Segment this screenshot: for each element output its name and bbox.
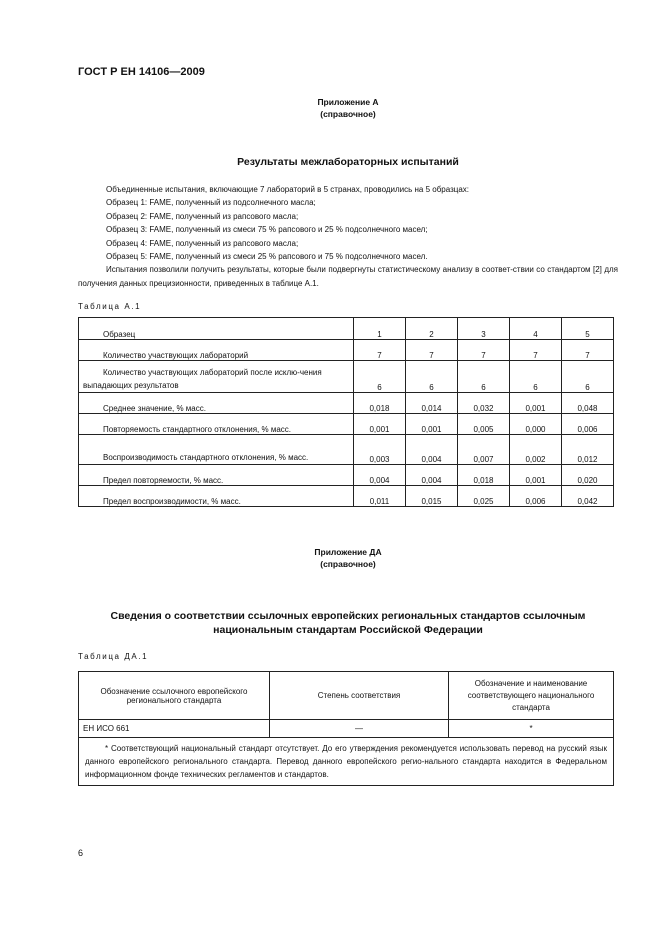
table-a1-caption: Таблица А.1 [78,302,142,311]
annex-da-heading-line2: национальным стандартам Российской Федерации [213,624,483,636]
row-label: Предел воспроизводимости, % масс. [79,486,354,507]
cell: 0,048 [562,393,614,414]
header-cell: Обозначение ссылочного европейского регионального стандарта [79,672,270,720]
cell: 7 [510,340,562,361]
annex-a-title: Приложение А [317,97,379,107]
footnote: * Соответствующий национальный стандарт отсутствует. До его утверждения рекомендуется использовать перевод на русский язык данного европейского регионального стандарта. Перевод данного европейского регио-нального стандарта находится в Федеральном информационном фонде технических регламентов и стандартов. [79,738,614,786]
cell: 7 [406,340,458,361]
annex-da-title-block [78,546,618,570]
header-cell: 1 [354,318,406,340]
cell: 0,014 [406,393,458,414]
cell: 0,006 [510,486,562,507]
table-da1-caption: Таблица ДА.1 [78,652,149,661]
cell: 0,004 [406,435,458,465]
annex-a-subtitle: (справочное) [320,109,376,119]
annex-a-title-block [78,96,618,120]
cell: 0,001 [510,465,562,486]
annex-a-body [78,183,618,290]
row-label: Воспроизводимость стандартного отклонения, % масс. [79,435,354,465]
paragraph: Образец 1: FAME, полученный из подсолнечного масла; [106,198,316,208]
header-cell: 2 [406,318,458,340]
table-row [79,720,614,738]
annex-a-heading: Результаты межлабораторных испытаний [237,156,459,168]
annex-da-title: Приложение ДА [314,547,382,557]
row-label: Повторяемость стандартного отклонения, % масс. [79,414,354,435]
header-cell: Обозначение и наименование соответствующего национального стандарта [449,672,614,720]
paragraph: Образец 4: FAME, полученный из рапсового масла; [106,238,299,248]
cell: 0,025 [458,486,510,507]
cell: 0,004 [406,465,458,486]
cell: 6 [562,361,614,393]
annex-da-heading [78,609,618,637]
annex-da-heading-line1: Сведения о соответствии ссылочных европейских региональных стандартов ссылочным [110,610,586,622]
paragraph: Испытания позволили получить результаты, которые были подвергнуты статистическому анализу в соответ-ствии со стандартом [2] для получения данных прецизионности, приведенных в таблице А.1. [78,265,618,288]
table-row [79,465,614,486]
row-label: Предел повторяемости, % масс. [79,465,354,486]
paragraph: Образец 5: FAME, полученный из смеси 25 % рапсового и 75 % подсолнечного масел. [106,252,428,262]
table-row [79,414,614,435]
header-cell: Образец [79,318,354,340]
cell: 6 [406,361,458,393]
standard-code: ГОСТ Р ЕН 14106—2009 [78,66,205,78]
paragraph: Образец 3: FAME, полученный из смеси 75 % рапсового и 25 % подсолнечного масел; [106,225,428,235]
table-row [79,393,614,414]
header-cell: 4 [510,318,562,340]
cell: 0,000 [510,414,562,435]
cell: * [449,720,614,738]
cell: 7 [458,340,510,361]
table-a1 [78,317,614,507]
header-cell: Степень соответствия [270,672,449,720]
table-footnote-row [79,738,614,786]
cell: 0,012 [562,435,614,465]
header-cell: 3 [458,318,510,340]
cell: 6 [458,361,510,393]
table-row [79,435,614,465]
cell: 0,020 [562,465,614,486]
cell: 6 [354,361,406,393]
table-header-row [79,318,614,340]
paragraph: Образец 2: FAME, полученный из рапсового масла; [106,211,299,221]
cell: 0,011 [354,486,406,507]
cell: 0,018 [354,393,406,414]
cell: 6 [510,361,562,393]
table-row [79,361,614,393]
cell: 0,003 [354,435,406,465]
cell: ЕН ИСО 661 [79,720,270,738]
cell: 0,004 [354,465,406,486]
table-da1 [78,671,614,786]
cell: 0,001 [510,393,562,414]
cell: 0,018 [458,465,510,486]
annex-da-subtitle: (справочное) [320,559,376,569]
row-label: Количество участвующих лабораторий после исклю-чения выпадающих результатов [79,361,354,393]
table-row [79,486,614,507]
cell: — [270,720,449,738]
table-row [79,340,614,361]
cell: 0,001 [406,414,458,435]
cell: 7 [562,340,614,361]
table-header-row [79,672,614,720]
cell: 0,042 [562,486,614,507]
cell: 0,032 [458,393,510,414]
header-cell: 5 [562,318,614,340]
cell: 0,001 [354,414,406,435]
page-number: 6 [78,848,84,858]
cell: 0,002 [510,435,562,465]
row-label: Среднее значение, % масс. [79,393,354,414]
cell: 0,005 [458,414,510,435]
cell: 0,007 [458,435,510,465]
row-label: Количество участвующих лабораторий [79,340,354,361]
paragraph: Объединенные испытания, включающие 7 лабораторий в 5 странах, проводились на 5 образцах: [106,185,470,194]
cell: 0,015 [406,486,458,507]
cell: 7 [354,340,406,361]
cell: 0,006 [562,414,614,435]
